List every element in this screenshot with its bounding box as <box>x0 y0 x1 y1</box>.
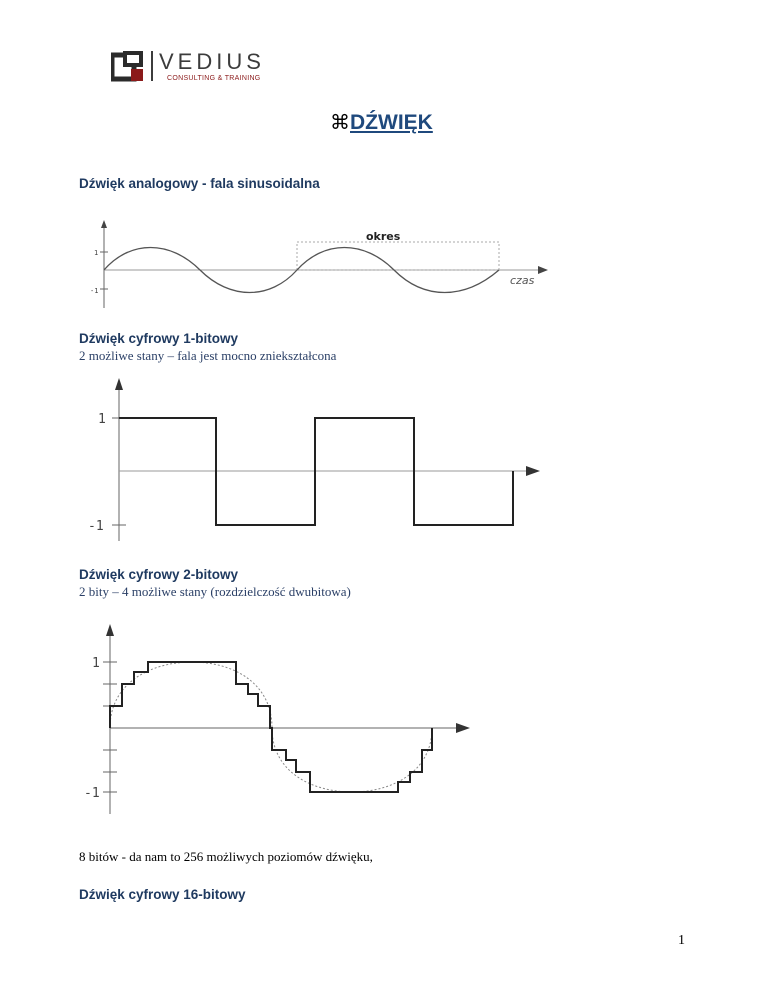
section-heading-2bit: Dźwięk cyfrowy 2-bitowy <box>79 567 239 582</box>
logo-name: VEDIUS <box>159 49 265 74</box>
section-heading-16bit: Dźwięk cyfrowy 16-bitowy <box>79 887 246 902</box>
note-text: 8 bitów - da nam to 256 możliwych poziomów dźwięku, <box>79 849 373 864</box>
sine-y-min-label: -1 <box>90 287 99 295</box>
square-wave-figure <box>82 376 542 546</box>
logo <box>111 47 271 87</box>
command-icon: ⌘ <box>330 112 350 134</box>
stepped-y-min-label: -1 <box>84 786 100 801</box>
square-y-max-label: 1 <box>98 412 106 427</box>
page-title <box>330 110 433 135</box>
logo-tagline: CONSULTING & TRAINING <box>167 75 261 82</box>
section-heading-1bit: Dźwięk cyfrowy 1-bitowy <box>79 331 239 346</box>
logo-icon <box>111 49 147 85</box>
sine-period-label: okres <box>366 230 401 243</box>
section-text-1bit: 2 możliwe stany – fala jest mocno zniekształcona <box>79 348 337 363</box>
page-number: 1 <box>678 933 685 948</box>
logo-divider <box>151 51 153 81</box>
section-heading-analog: Dźwięk analogowy - fala sinusoidalna <box>79 176 320 191</box>
section-text-2bit: 2 bity – 4 możliwe stany (rozdzielczość dwubitowa) <box>79 584 351 599</box>
page-title-text: DŹWIĘK <box>350 111 433 134</box>
sine-y-max-label: 1 <box>94 249 99 257</box>
stepped-y-max-label: 1 <box>92 656 100 671</box>
sine-axis-label: czas <box>510 274 535 287</box>
stepped-wave-figure <box>82 622 482 822</box>
square-y-min-label: -1 <box>88 519 104 534</box>
sine-wave-figure <box>90 220 550 312</box>
